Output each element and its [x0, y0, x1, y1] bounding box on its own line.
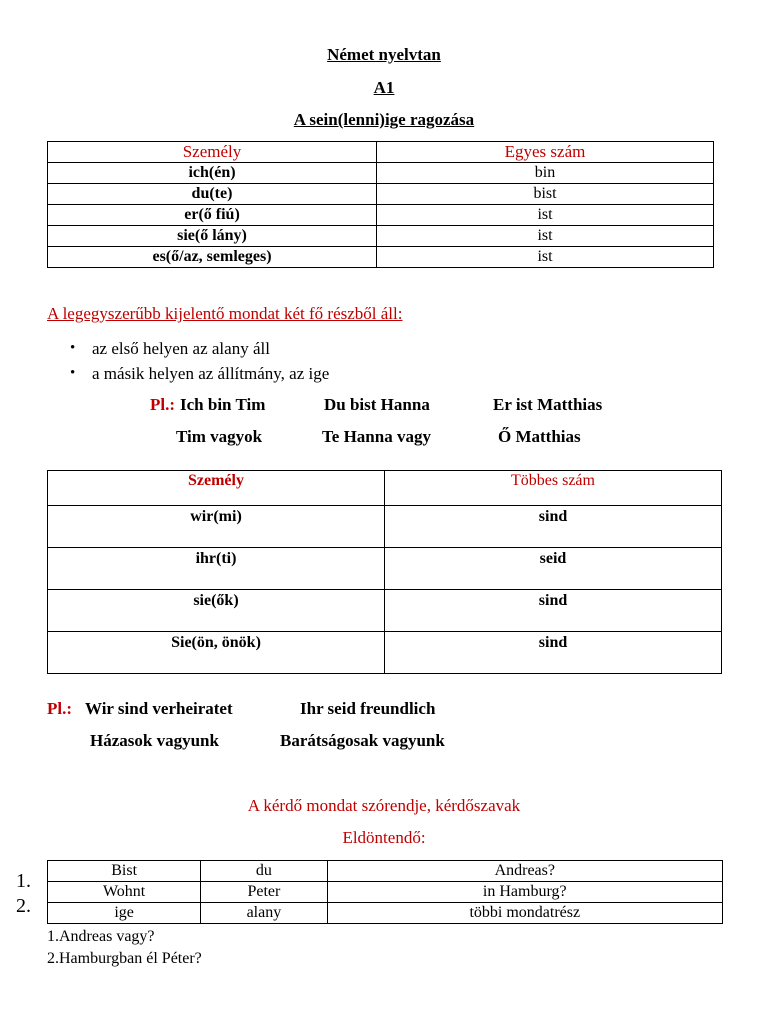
example-translation: Ő Matthias [498, 427, 581, 446]
header-person: Személy [48, 471, 385, 506]
row-number: 1. [16, 870, 31, 892]
person-cell: es(ő/az, semleges) [48, 247, 377, 268]
verb-cell: Wohnt [48, 882, 201, 903]
verb-cell: Bist [48, 861, 201, 882]
question-word-order-table [47, 860, 723, 924]
section-title: A sein(lenni)ige ragozása [293, 110, 475, 129]
sentence-intro: A legegyszerűbb kijelentő mondat két fő részből áll: [47, 304, 403, 323]
question-subheading: Eldöntendő: [342, 828, 426, 847]
person-cell: sie(ő lány) [48, 226, 377, 247]
example-translation: Barátságosak vagyunk [280, 731, 445, 750]
example-translation: Te Hanna vagy [322, 427, 431, 446]
rest-cell: Andreas? [327, 861, 722, 882]
verb-cell: seid [385, 548, 722, 590]
example-translation: Házasok vagyunk [90, 731, 219, 750]
example-text: Ihr seid freundlich [300, 699, 436, 718]
table-row [48, 882, 723, 903]
table-row [48, 548, 722, 590]
bullet-list [70, 336, 329, 386]
verb-cell: sind [385, 590, 722, 632]
example-text: Wir sind verheiratet [85, 699, 233, 718]
example-translation: Tim vagyok [176, 427, 263, 446]
verb-cell: ige [48, 903, 201, 924]
table-row [48, 184, 714, 205]
person-cell: du(te) [48, 184, 377, 205]
table-row [48, 205, 714, 226]
plural-conjugation-table [47, 470, 722, 674]
rest-cell: in Hamburg? [327, 882, 722, 903]
bullet-item: • az első helyen az alany áll [70, 336, 329, 361]
table-header-row [48, 471, 722, 506]
question-heading: A kérdő mondat szórendje, kérdőszavak [247, 796, 521, 815]
table-row [48, 226, 714, 247]
example-text: Er ist Matthias [493, 395, 603, 414]
answer-line: 2.Hamburgban él Péter? [47, 950, 202, 967]
header-plural: Többes szám [385, 471, 722, 506]
verb-cell: ist [377, 205, 714, 226]
table-row [48, 247, 714, 268]
table-row [48, 590, 722, 632]
example-prefix: Pl.: [47, 699, 73, 718]
person-cell: Sie(ön, önök) [48, 632, 385, 674]
person-cell: ihr(ti) [48, 548, 385, 590]
verb-cell: ist [377, 247, 714, 268]
table-row [48, 861, 723, 882]
example-prefix: Pl.: [150, 395, 176, 414]
subject-cell: du [201, 861, 327, 882]
table-row [48, 506, 722, 548]
answer-line: 1.Andreas vagy? [47, 928, 155, 945]
row-number: 2. [16, 895, 31, 917]
example-text: Ich bin Tim [180, 395, 266, 414]
person-cell: er(ő fiú) [48, 205, 377, 226]
verb-cell: ist [377, 226, 714, 247]
subject-cell: alany [201, 903, 327, 924]
table-row [48, 903, 723, 924]
table-row [48, 632, 722, 674]
verb-cell: bin [377, 163, 714, 184]
table-row [48, 163, 714, 184]
bullet-item: • a másik helyen az állítmány, az ige [70, 361, 329, 386]
singular-conjugation-table [47, 141, 714, 268]
table-header-row [48, 142, 714, 163]
header-singular: Egyes szám [377, 142, 714, 163]
person-cell: sie(ők) [48, 590, 385, 632]
rest-cell: többi mondatrész [327, 903, 722, 924]
level-label: A1 [373, 78, 395, 97]
subject-cell: Peter [201, 882, 327, 903]
verb-cell: sind [385, 632, 722, 674]
example-text: Du bist Hanna [324, 395, 430, 414]
header-person: Személy [48, 142, 377, 163]
person-cell: ich(én) [48, 163, 377, 184]
verb-cell: sind [385, 506, 722, 548]
person-cell: wir(mi) [48, 506, 385, 548]
verb-cell: bist [377, 184, 714, 205]
page-title: Német nyelvtan [327, 45, 441, 64]
